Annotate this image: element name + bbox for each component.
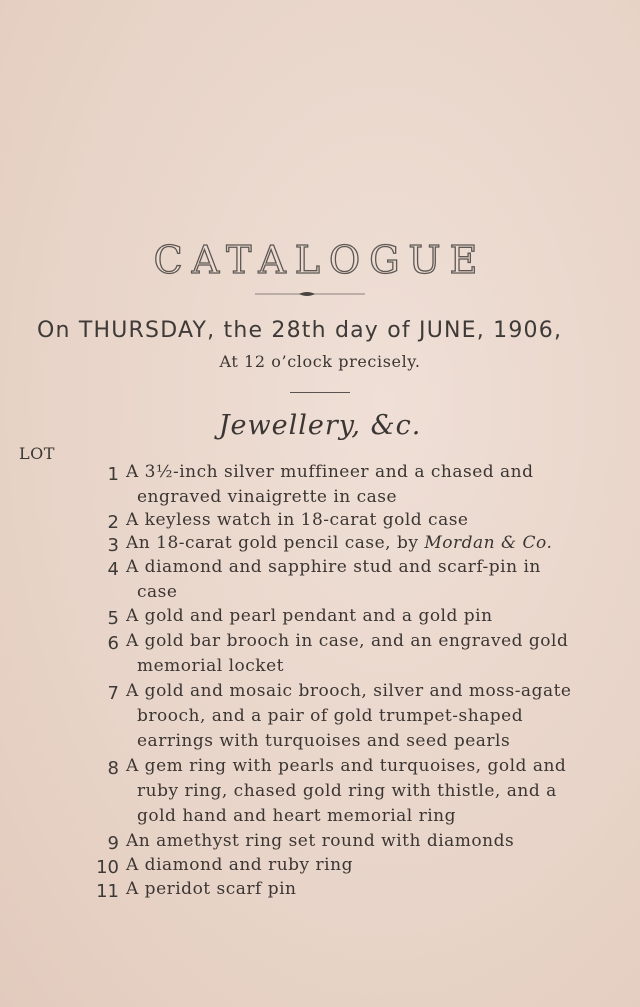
lot-description-line: A 3½-inch silver muffineer and a chased and [126, 462, 534, 482]
lot-number: 8 [107, 758, 119, 779]
lot-description-line: brooch, and a pair of gold trumpet-shaped [137, 706, 524, 726]
lot-description-line: A keyless watch in 18-carat gold case [126, 510, 469, 530]
section-divider-rule [290, 391, 350, 394]
catalogue-title: CATALOGUE [153, 238, 487, 282]
lot-description-line: memorial locket [137, 656, 284, 676]
lot-description-line: A diamond and ruby ring [126, 855, 353, 875]
lot-description-line: A gold and mosaic brooch, silver and moss-agate [126, 681, 572, 701]
section-heading: Jewellery, &c. [218, 410, 422, 441]
lot-number: 9 [107, 833, 119, 854]
lot-description-line: An amethyst ring set round with diamonds [126, 831, 515, 851]
sale-dateline: On THURSDAY, the 28th day of JUNE, 1906, [37, 318, 563, 343]
lot-number: 1 [107, 464, 119, 485]
lot-description-line: A peridot scarf pin [126, 879, 297, 899]
lot-description-line: gold hand and heart memorial ring [137, 806, 457, 826]
lot-number: 6 [107, 633, 119, 654]
lot-number: 2 [107, 512, 119, 533]
lot-number: 4 [107, 559, 119, 580]
lot-description-line [126, 533, 552, 553]
maker-name: Mordan & Co. [424, 533, 553, 553]
lot-number: 11 [96, 881, 119, 902]
lot-description-line: A gem ring with pearls and turquoises, gold and [126, 756, 567, 776]
lot-number: 5 [107, 608, 119, 629]
lot-description-line: A gold bar brooch in case, and an engraved gold [126, 631, 569, 651]
lot-description-text: An 18-carat gold pencil case, by [126, 533, 425, 553]
lot-description-line: A gold and pearl pendant and a gold pin [126, 606, 493, 626]
lot-number: 7 [107, 683, 119, 704]
title-ornament-rule [255, 290, 365, 298]
lot-description-line: case [137, 582, 178, 602]
lot-number: 10 [96, 857, 119, 878]
lot-description-line: earrings with turquoises and seed pearls [137, 731, 511, 751]
lot-description-line: A diamond and sapphire stud and scarf-pin in [126, 557, 541, 577]
sale-time: At 12 o’clock precisely. [219, 352, 421, 371]
lot-number: 3 [107, 535, 119, 556]
lot-description-line: engraved vinaigrette in case [137, 487, 398, 507]
lot-description-line: ruby ring, chased gold ring with thistle, and a [137, 781, 557, 801]
lot-column-label: LOT [19, 444, 55, 463]
